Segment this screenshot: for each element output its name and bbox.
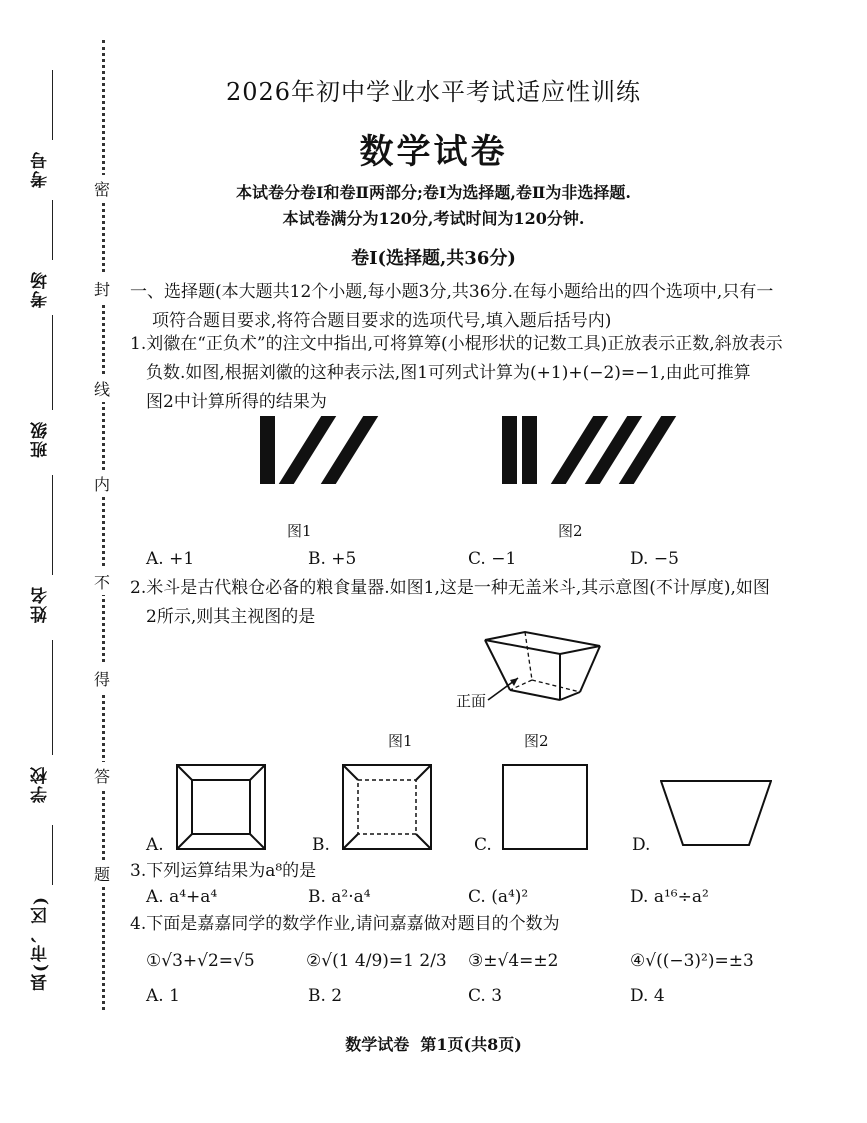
q1-option-c: C. −1 [468, 549, 517, 569]
q2-option-d: D. [632, 835, 651, 855]
exam-room-label: 考场 [31, 270, 51, 308]
upright-rod [522, 416, 537, 484]
q1-option-d: D. −5 [630, 549, 679, 569]
option-c-view [502, 764, 588, 850]
q1-option-b: B. +5 [308, 549, 357, 569]
q4-option-d: D. 4 [630, 986, 665, 1006]
question-1 [130, 330, 860, 417]
q4-item-4: ④√((−3)²)=±3 [630, 951, 754, 971]
question-4: 4.下面是嘉嘉同学的数学作业,请问嘉嘉做对题目的个数为 [130, 914, 560, 934]
question-1-line-3: 图2中计算所得的结果为 [146, 392, 327, 412]
q2-figure-2-caption: 图2 [524, 732, 549, 750]
question-3: 3.下列运算结果为a⁸的是 [130, 861, 317, 881]
q3-option-b: B. a²·a⁴ [308, 887, 371, 907]
q3-option-c: C. (a⁴)² [468, 887, 529, 907]
section-heading-line-2: 项符合题目要求,将符合题目要求的选项代号,填入题后括号内) [152, 311, 612, 331]
option-a-view [176, 764, 266, 850]
q4-option-c: C. 3 [468, 986, 503, 1006]
seal-char: 内 [94, 470, 110, 497]
upright-rod [502, 416, 517, 484]
school-label: 学校 [31, 765, 51, 803]
question-2 [130, 574, 860, 632]
question-2-line-1: 2.米斗是古代粮仓必备的粮食量器.如图1,这是一种无盖米斗,其示意图(不计厚度),如图 [130, 578, 770, 598]
q3-option-d: D. a¹⁶÷a² [630, 887, 709, 907]
question-1-line-1: 1.刘徽在“正负术”的注文中指出,可将算筹(小棍形状的记数工具)正放表示正数,斜放表示 [130, 334, 783, 354]
q2-option-c: C. [474, 835, 492, 855]
class-line [52, 315, 53, 410]
q3-option-a: A. a⁴+a⁴ [146, 887, 218, 907]
seal-char: 封 [94, 275, 110, 302]
seal-char: 不 [94, 568, 110, 595]
part-one-title: 卷Ⅰ(选择题,共36分) [351, 248, 516, 269]
section-heading-line-1: 一、选择题(本大题共12个小题,每小题3分,共36分.在每小题给出的四个选项中,只有一 [130, 282, 774, 302]
question-1-line-2: 负数.如图,根据刘徽的这种表示法,图1可列式计算为(+1)+(−2)=−1,由此可推算 [146, 363, 751, 383]
option-b-view [342, 764, 432, 850]
figure-2-caption: 图2 [558, 522, 583, 540]
class-label: 班级 [31, 420, 51, 458]
q2-option-a: A. [146, 835, 164, 855]
school-line [52, 640, 53, 755]
seal-char: 得 [94, 665, 110, 692]
q4-item-3: ③±√4=±2 [468, 951, 559, 971]
figure-1-caption: 图1 [287, 522, 312, 540]
county-line [52, 825, 53, 885]
county-label: 县(市、区) [31, 895, 51, 992]
q4-item-2: ②√(1 4/9)=1 2/3 [306, 951, 447, 971]
instructions-line-2: 本试卷满分为120分,考试时间为120分钟. [282, 209, 585, 228]
question-2-line-2: 2所示,则其主视图的是 [146, 607, 316, 627]
subject-title: 数学试卷 [359, 132, 508, 172]
q2-option-b: B. [312, 835, 330, 855]
seal-char: 密 [94, 175, 110, 202]
section-heading [130, 278, 850, 336]
q2-figure-1-caption: 图1 [388, 732, 413, 750]
seal-char: 答 [94, 762, 110, 789]
rice-measure-diagram [480, 630, 610, 710]
exam-title: 2026年初中学业水平考试适应性训练 [225, 78, 642, 106]
q4-option-a: A. 1 [146, 986, 180, 1006]
name-label: 姓名 [31, 585, 51, 623]
name-line [52, 475, 53, 575]
option-d-view [660, 780, 772, 846]
front-label: 正面 [456, 692, 487, 710]
exam-number-label: 考号 [31, 150, 51, 188]
seal-char: 线 [94, 375, 110, 402]
q4-option-b: B. 2 [308, 986, 343, 1006]
page-footer: 数学试卷 第1页(共8页) [345, 1035, 522, 1054]
q4-item-1: ①√3+√2=√5 [146, 951, 255, 971]
upright-rod [260, 416, 275, 484]
seal-char: 题 [94, 860, 110, 887]
q1-option-a: A. +1 [146, 549, 195, 569]
instructions-line-1: 本试卷分卷Ⅰ和卷Ⅱ两部分;卷Ⅰ为选择题,卷Ⅱ为非选择题. [236, 183, 631, 202]
